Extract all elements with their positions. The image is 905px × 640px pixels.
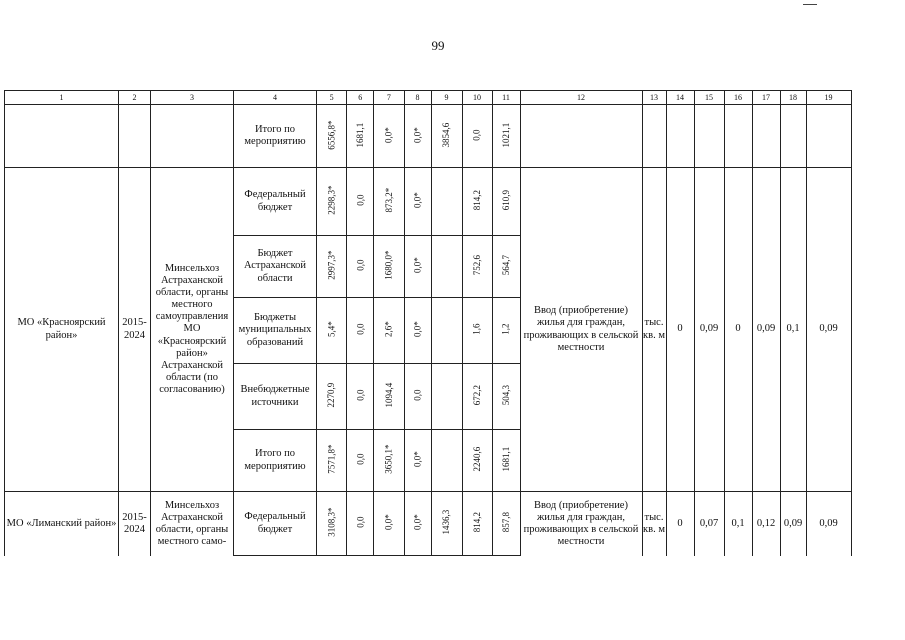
target-cell bbox=[694, 105, 724, 168]
value-cell: 564,7 bbox=[492, 236, 520, 298]
value-cell: 1094,4 bbox=[374, 364, 404, 430]
value-cell bbox=[431, 168, 462, 236]
corner-mark bbox=[803, 4, 817, 5]
value-cell: 0,0 bbox=[404, 364, 431, 430]
header-cell: 2 bbox=[119, 91, 151, 105]
header-cell: 19 bbox=[806, 91, 851, 105]
mo-cell bbox=[5, 105, 119, 168]
executor: Минсельхоз Астраханской области, органы местного само- bbox=[151, 492, 234, 556]
mo-name: МО «Красноярский район» bbox=[5, 168, 119, 492]
header-cell: 8 bbox=[404, 91, 431, 105]
value-cell: 814,2 bbox=[462, 168, 492, 236]
table-row bbox=[5, 168, 852, 236]
target-cell bbox=[806, 105, 851, 168]
executor-cell bbox=[151, 105, 234, 168]
value-cell: 504,3 bbox=[492, 364, 520, 430]
source-label: Внебюджетные источники bbox=[234, 364, 317, 430]
value-cell: 610,9 bbox=[492, 168, 520, 236]
target-value: 0,09 bbox=[780, 492, 806, 556]
source-label: Бюджет Астраханской области bbox=[234, 236, 317, 298]
value-cell: 1436,3 bbox=[431, 492, 462, 556]
source-label: Федеральный бюджет bbox=[234, 492, 317, 556]
value-cell: 814,2 bbox=[462, 492, 492, 556]
value-cell: 0,0* bbox=[404, 168, 431, 236]
value-cell: 0,0* bbox=[404, 236, 431, 298]
target-value: 0 bbox=[666, 492, 694, 556]
years: 2015-2024 bbox=[119, 492, 151, 556]
value-cell: 857,8 bbox=[492, 492, 520, 556]
value-cell: 2997,3* bbox=[317, 236, 347, 298]
value-cell bbox=[431, 298, 462, 364]
page-number: 99 bbox=[431, 38, 445, 53]
value-cell: 0,0 bbox=[347, 364, 374, 430]
header-cell: 13 bbox=[642, 91, 666, 105]
value-cell: 0,0 bbox=[347, 492, 374, 556]
header-cell: 1 bbox=[5, 91, 119, 105]
years: 2015-2024 bbox=[119, 168, 151, 492]
value-cell: 0,0* bbox=[404, 298, 431, 364]
value-cell: 3108,3* bbox=[317, 492, 347, 556]
value-cell: 0,0 bbox=[347, 168, 374, 236]
unit: тыс. кв. м bbox=[642, 492, 666, 556]
value-cell: 5,4* bbox=[317, 298, 347, 364]
header-cell: 4 bbox=[234, 91, 317, 105]
target-cell bbox=[666, 105, 694, 168]
header-cell: 9 bbox=[431, 91, 462, 105]
value-cell: 752,6 bbox=[462, 236, 492, 298]
target-cell bbox=[724, 105, 752, 168]
value-cell: 2298,3* bbox=[317, 168, 347, 236]
target-value: 0 bbox=[724, 168, 752, 492]
value-cell: 0,0 bbox=[347, 298, 374, 364]
unit-cell bbox=[642, 105, 666, 168]
value-cell: 1681,1 bbox=[492, 430, 520, 492]
value-cell: 672,2 bbox=[462, 364, 492, 430]
mo-name: МО «Лиманский район» bbox=[5, 492, 119, 556]
unit: тыс. кв. м bbox=[642, 168, 666, 492]
value-cell: 0,0* bbox=[374, 105, 404, 168]
value-cell: 3854,6 bbox=[431, 105, 462, 168]
target-value: 0,1 bbox=[780, 168, 806, 492]
header-cell: 10 bbox=[462, 91, 492, 105]
target-value: 0,09 bbox=[806, 492, 851, 556]
indicator: Ввод (приобретение) жилья для граждан, проживающих в сельской местности bbox=[520, 492, 642, 556]
table-row bbox=[5, 492, 852, 556]
value-cell: 7571,8* bbox=[317, 430, 347, 492]
value-cell: 1021,1 bbox=[492, 105, 520, 168]
header-cell: 17 bbox=[752, 91, 780, 105]
executor: Минсельхоз Астраханской области, органы местного самоуправления МО «Красноярский район» Астраханской области (по согласованию) bbox=[151, 168, 234, 492]
value-cell: 0,0 bbox=[462, 105, 492, 168]
target-value: 0,12 bbox=[752, 492, 780, 556]
value-cell: 2270,9 bbox=[317, 364, 347, 430]
value-cell: 873,2* bbox=[374, 168, 404, 236]
value-cell: 0,0* bbox=[404, 492, 431, 556]
source-label: Итого по мероприятию bbox=[234, 105, 317, 168]
target-value: 0,09 bbox=[752, 168, 780, 492]
value-cell: 2,6* bbox=[374, 298, 404, 364]
target-cell bbox=[780, 105, 806, 168]
header-cell: 6 bbox=[347, 91, 374, 105]
header-cell: 5 bbox=[317, 91, 347, 105]
value-cell: 0,0* bbox=[404, 105, 431, 168]
header-cell: 3 bbox=[151, 91, 234, 105]
header-cell: 16 bbox=[724, 91, 752, 105]
table-row bbox=[5, 105, 852, 168]
indicator: Ввод (приобретение) жилья для граждан, проживающих в сельской местности bbox=[520, 168, 642, 492]
value-cell: 0,0* bbox=[374, 492, 404, 556]
source-label: Итого по мероприятию bbox=[234, 430, 317, 492]
source-label: Федеральный бюджет bbox=[234, 168, 317, 236]
value-cell: 1680,0* bbox=[374, 236, 404, 298]
target-value: 0,07 bbox=[694, 492, 724, 556]
header-cell: 15 bbox=[694, 91, 724, 105]
header-cell: 7 bbox=[374, 91, 404, 105]
header-cell: 14 bbox=[666, 91, 694, 105]
target-value: 0,1 bbox=[724, 492, 752, 556]
target-value: 0,09 bbox=[806, 168, 851, 492]
program-table bbox=[4, 90, 852, 556]
value-cell: 1681,1 bbox=[347, 105, 374, 168]
target-cell bbox=[752, 105, 780, 168]
header-cell: 12 bbox=[520, 91, 642, 105]
value-cell: 2240,6 bbox=[462, 430, 492, 492]
value-cell: 1,2 bbox=[492, 298, 520, 364]
source-label: Бюджеты муниципальных образований bbox=[234, 298, 317, 364]
value-cell: 0,0 bbox=[347, 236, 374, 298]
value-cell bbox=[431, 236, 462, 298]
years-cell bbox=[119, 105, 151, 168]
value-cell: 0,0* bbox=[404, 430, 431, 492]
value-cell: 6556,8* bbox=[317, 105, 347, 168]
value-cell bbox=[431, 364, 462, 430]
header-row bbox=[5, 91, 852, 105]
header-cell: 11 bbox=[492, 91, 520, 105]
value-cell bbox=[431, 430, 462, 492]
target-value: 0,09 bbox=[694, 168, 724, 492]
indicator-cell bbox=[520, 105, 642, 168]
value-cell: 0,0 bbox=[347, 430, 374, 492]
value-cell: 3650,1* bbox=[374, 430, 404, 492]
value-cell: 1,6 bbox=[462, 298, 492, 364]
header-cell: 18 bbox=[780, 91, 806, 105]
target-value: 0 bbox=[666, 168, 694, 492]
